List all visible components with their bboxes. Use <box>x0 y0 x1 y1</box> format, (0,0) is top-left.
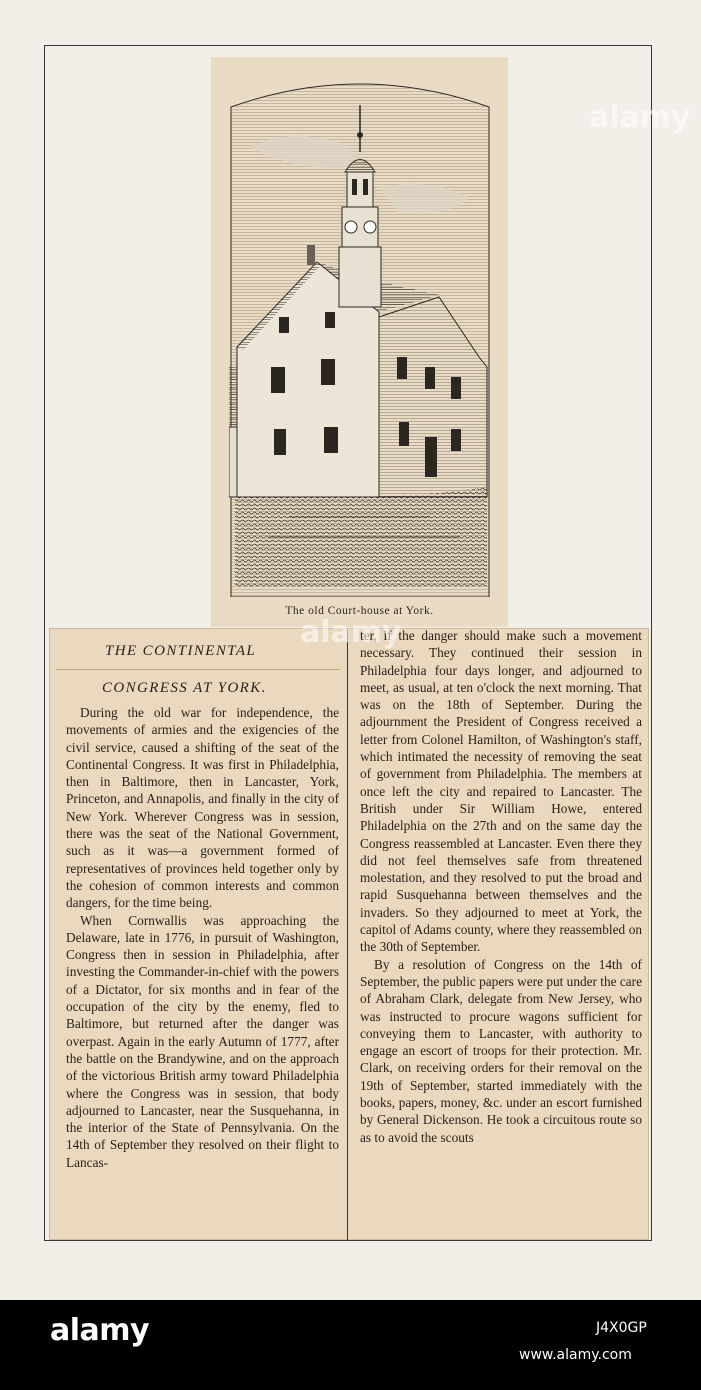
heading-rule <box>56 669 340 670</box>
engraving-panel <box>211 57 508 627</box>
article-heading-line-1: THE CONTINENTAL <box>105 643 257 659</box>
watermark-url: www.alamy.com <box>519 1347 632 1363</box>
watermark-bar <box>0 1300 701 1390</box>
paragraph: ter, if the danger should make such a movement necessary. They continued their session in Philadelphia four days longer, and adjourned to meet, as usual, at ten o'clock the next morning. That was on the 18th of September. During the adjournment the President of Congress received a letter from Colonel Hamilton, of Washington's staff, which intimated the necessity of removing the seat of government from Philadelphia. The members at once left the city and repaired to Lancaster. The British under Sir William Howe, entered Philadelphia on the 27th and on the same day the Congress reassembled at Lancaster. Even there they did not feel themselves safe from threatened molestation, and they resolved to put the broad and rapid Susquehanna between themselves and the invaders. So they adjourned to meet at York, the capitol of Adams county, where they reassembled on the 30th of September. <box>360 629 642 955</box>
watermark-overlay: alamy <box>300 615 402 650</box>
engraving-caption: The old Court-house at York. <box>285 605 434 617</box>
column-divider <box>347 629 348 1241</box>
article-heading-line-2: CONGRESS AT YORK. <box>102 680 267 696</box>
paragraph: During the old war for independence, the movements of armies and the exigencies of the civil service, caused a shifting of the seat of the Continental Congress. It was first in Philadelphia, then in Baltimore, then in Lancaster, York, Princeton, and Annapolis, and finally in the city of New York. Wherever Congress was in session, there was the seat of the National Government, such as it was—a government formed of representatives of provinces held together only by the cohesion of common interests and common dangers, for the time being. <box>66 705 339 911</box>
paragraph: By a resolution of Congress on the 14th of September, the public papers were put under the care of Abraham Clark, delegate from New Jersey, who was instructed to procure wagons sufficient for conveying them to Lancaster, with authority to engage an escort of troops for their protection. Mr. Clark, on receiving orders for their removal on the 19th of September, started immediately with the books, papers, money, &c. under an escort furnished by General Dickenson. He took a circuitous route so as to avoid the scouts <box>360 956 642 1145</box>
watermark-overlay: alamy <box>589 100 691 135</box>
article-body-right <box>352 629 646 1146</box>
alamy-logo: alamy <box>50 1313 150 1348</box>
court-house-engraving <box>229 67 491 597</box>
article-body-left <box>50 704 346 1171</box>
image-id: J4X0GP <box>596 1320 647 1336</box>
paragraph: When Cornwallis was approaching the Delaware, late in 1776, in pursuit of Washington, Congress then in session in Philadelphia, after investing the Commander-in-chief with the powers of a Dictator, for six months and in fear of the occupation of the city by the enemy, fled to Baltimore, but returned after the danger was overpast. Again in the early Autumn of 1777, after the battle on the Brandywine, and on the approach of the victorious British army toward Philadelphia where the Congress was in session, that body adjourned to Lancaster, near the Susquehanna, in the interior of the State of Pennsylvania. On the 14th of September they resolved on their flight to Lancas- <box>66 912 339 1170</box>
article-column-right <box>352 629 646 1239</box>
article-column-left <box>50 629 346 1239</box>
newspaper-clipping <box>49 628 649 1240</box>
